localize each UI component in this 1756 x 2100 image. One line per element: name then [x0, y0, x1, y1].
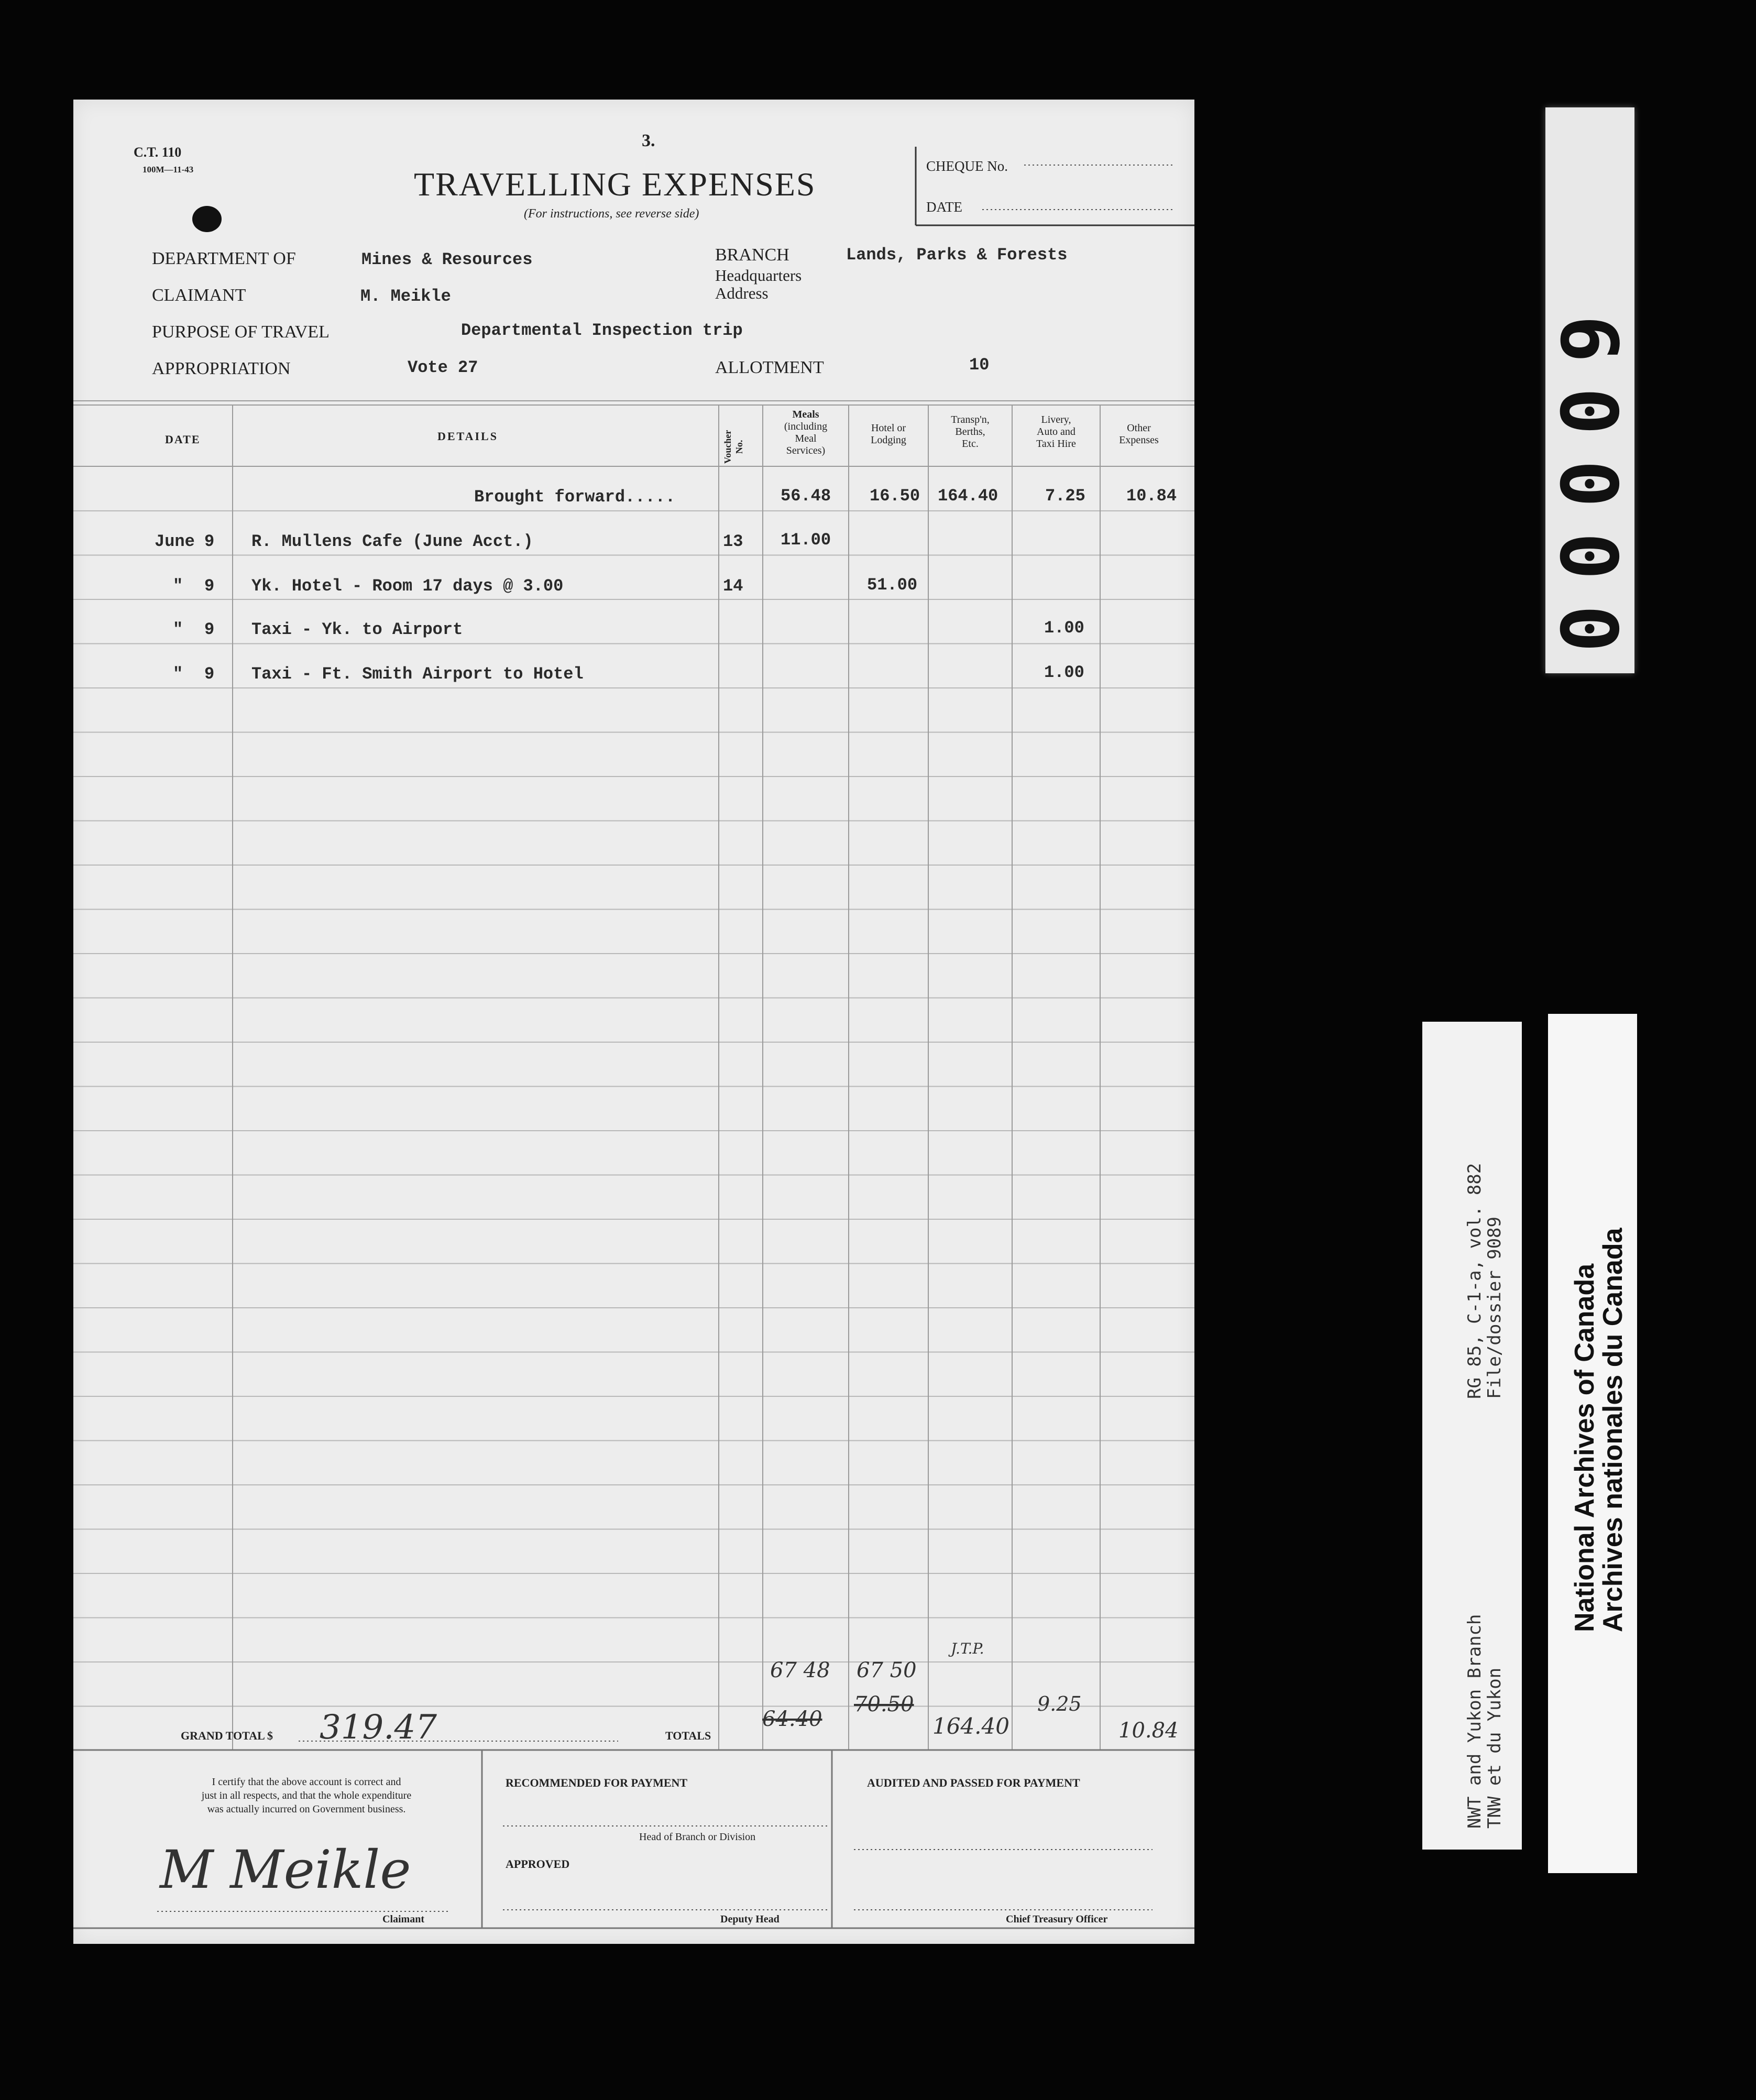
hq-label-2: Address	[715, 284, 769, 302]
department-label: DEPARTMENT OF	[152, 249, 296, 268]
treasury-officer-caption: Chief Treasury Officer	[1006, 1913, 1108, 1925]
row-hotel: 51.00	[867, 575, 918, 595]
col-other: Other Expenses	[1119, 422, 1159, 446]
branch-label: BRANCH	[715, 245, 789, 265]
hotel-total-corrected: 67 50	[857, 1658, 917, 1682]
row-livery: 1.00	[1044, 618, 1084, 638]
cheque-label: CHEQUE No.	[926, 158, 1008, 174]
meals-total-corrected: 67 48	[770, 1658, 830, 1682]
form-subtitle: (For instructions, see reverse side)	[524, 207, 699, 221]
row-meals: 11.00	[781, 530, 831, 550]
claimant-label: CLAIMANT	[152, 286, 246, 305]
hq-label-1: Headquarters	[715, 266, 802, 285]
row-month: "	[173, 664, 183, 684]
row-livery: 1.00	[1044, 663, 1084, 682]
purpose-value: Departmental Inspection trip	[461, 321, 743, 340]
row-month: June	[155, 532, 195, 551]
archives-french: Archives nationales du Canada	[1598, 1228, 1628, 1632]
meals-total-struck: 64.40	[762, 1707, 822, 1731]
archives-english: National Archives of Canada	[1570, 1263, 1600, 1632]
row-details: Yk. Hotel - Room 17 days @ 3.00	[251, 576, 564, 596]
reference-line-2: File/dossier 9089	[1484, 1217, 1505, 1399]
frame-number-card	[1545, 107, 1637, 673]
appropriation-value: Vote 27	[408, 358, 478, 377]
row-day: 9	[204, 664, 215, 684]
col-voucher: Voucher No.	[722, 430, 744, 464]
claimant-caption: Claimant	[382, 1913, 424, 1925]
totals-label: TOTALS	[665, 1729, 711, 1742]
bf-meals: 56.48	[781, 486, 831, 506]
bf-livery: 7.25	[1045, 486, 1085, 506]
grand-total-label: GRAND TOTAL $	[181, 1729, 273, 1742]
col-details: DETAILS	[437, 430, 498, 443]
print-code: 100M—11-43	[142, 165, 194, 174]
row-details: Taxi - Yk. to Airport	[251, 620, 463, 639]
col-livery: Livery, Auto and Taxi Hire	[1036, 414, 1076, 450]
frame-number: 00009	[1546, 290, 1637, 652]
claimant-value: M. Meikle	[360, 287, 451, 306]
form-number: C.T. 110	[134, 145, 182, 160]
col-hotel: Hotel or Lodging	[871, 422, 906, 446]
appropriation-label: APPROPRIATION	[152, 359, 291, 378]
recommended-label: RECOMMENDED FOR PAYMENT	[506, 1776, 688, 1789]
branch-value: Lands, Parks & Forests	[846, 245, 1068, 265]
ink-blot	[192, 206, 222, 232]
archive-reference-label	[1422, 1022, 1522, 1850]
col-date: DATE	[165, 433, 201, 446]
row-details: R. Mullens Cafe (June Acct.)	[251, 532, 533, 551]
department-value: Mines & Resources	[361, 250, 533, 269]
grand-total-value: 319.47	[320, 1708, 437, 1747]
row-month: "	[173, 576, 183, 596]
certification-text: I certify that the above account is correct and just in all respects, and that the whole expenditure was actually incurred on Government business.	[201, 1776, 412, 1815]
auditor-initials: J.T.P.	[951, 1640, 984, 1657]
reference-line-1: RG 85, C-1-a, vol. 882	[1464, 1163, 1485, 1399]
row-voucher: 14	[723, 576, 743, 596]
branch-line-1: NWT and Yukon Branch	[1464, 1614, 1485, 1829]
bf-transp: 164.40	[938, 486, 998, 506]
deputy-head-caption: Deputy Head	[720, 1913, 780, 1925]
bf-other: 10.84	[1126, 486, 1177, 506]
row-day: 9	[204, 620, 215, 639]
row-day: 9	[204, 576, 215, 596]
allotment-label: ALLOTMENT	[715, 358, 824, 377]
archives-name-label	[1548, 1014, 1637, 1873]
row-details: Taxi - Ft. Smith Airport to Hotel	[251, 664, 584, 684]
expense-form-sheet	[73, 100, 1194, 1944]
livery-total: 9.25	[1037, 1692, 1082, 1715]
purpose-label: PURPOSE OF TRAVEL	[152, 322, 330, 342]
transp-total: 164.40	[932, 1713, 1009, 1739]
branch-line-2: TNW et du Yukon	[1484, 1667, 1505, 1829]
row-voucher: 13	[723, 532, 743, 551]
head-of-branch-caption: Head of Branch or Division	[639, 1831, 756, 1843]
other-total: 10.84	[1118, 1719, 1179, 1743]
audited-label: AUDITED AND PASSED FOR PAYMENT	[867, 1776, 1080, 1789]
form-title: TRAVELLING EXPENSES	[414, 166, 816, 203]
claimant-signature: M Meikle	[160, 1839, 411, 1900]
hotel-total-struck: 70.50	[854, 1692, 914, 1716]
allotment-value: 10	[969, 355, 990, 375]
brought-forward-label: Brought forward.....	[474, 487, 676, 507]
approved-label: APPROVED	[506, 1857, 570, 1871]
date-label: DATE	[926, 199, 962, 215]
row-month: "	[173, 620, 183, 639]
bf-hotel: 16.50	[870, 486, 920, 506]
col-transp: Transp'n, Berths, Etc.	[951, 414, 990, 450]
page-number: 3.	[642, 131, 655, 150]
row-day: 9	[204, 532, 215, 551]
col-meals: Meals (including Meal Services)	[784, 409, 828, 456]
